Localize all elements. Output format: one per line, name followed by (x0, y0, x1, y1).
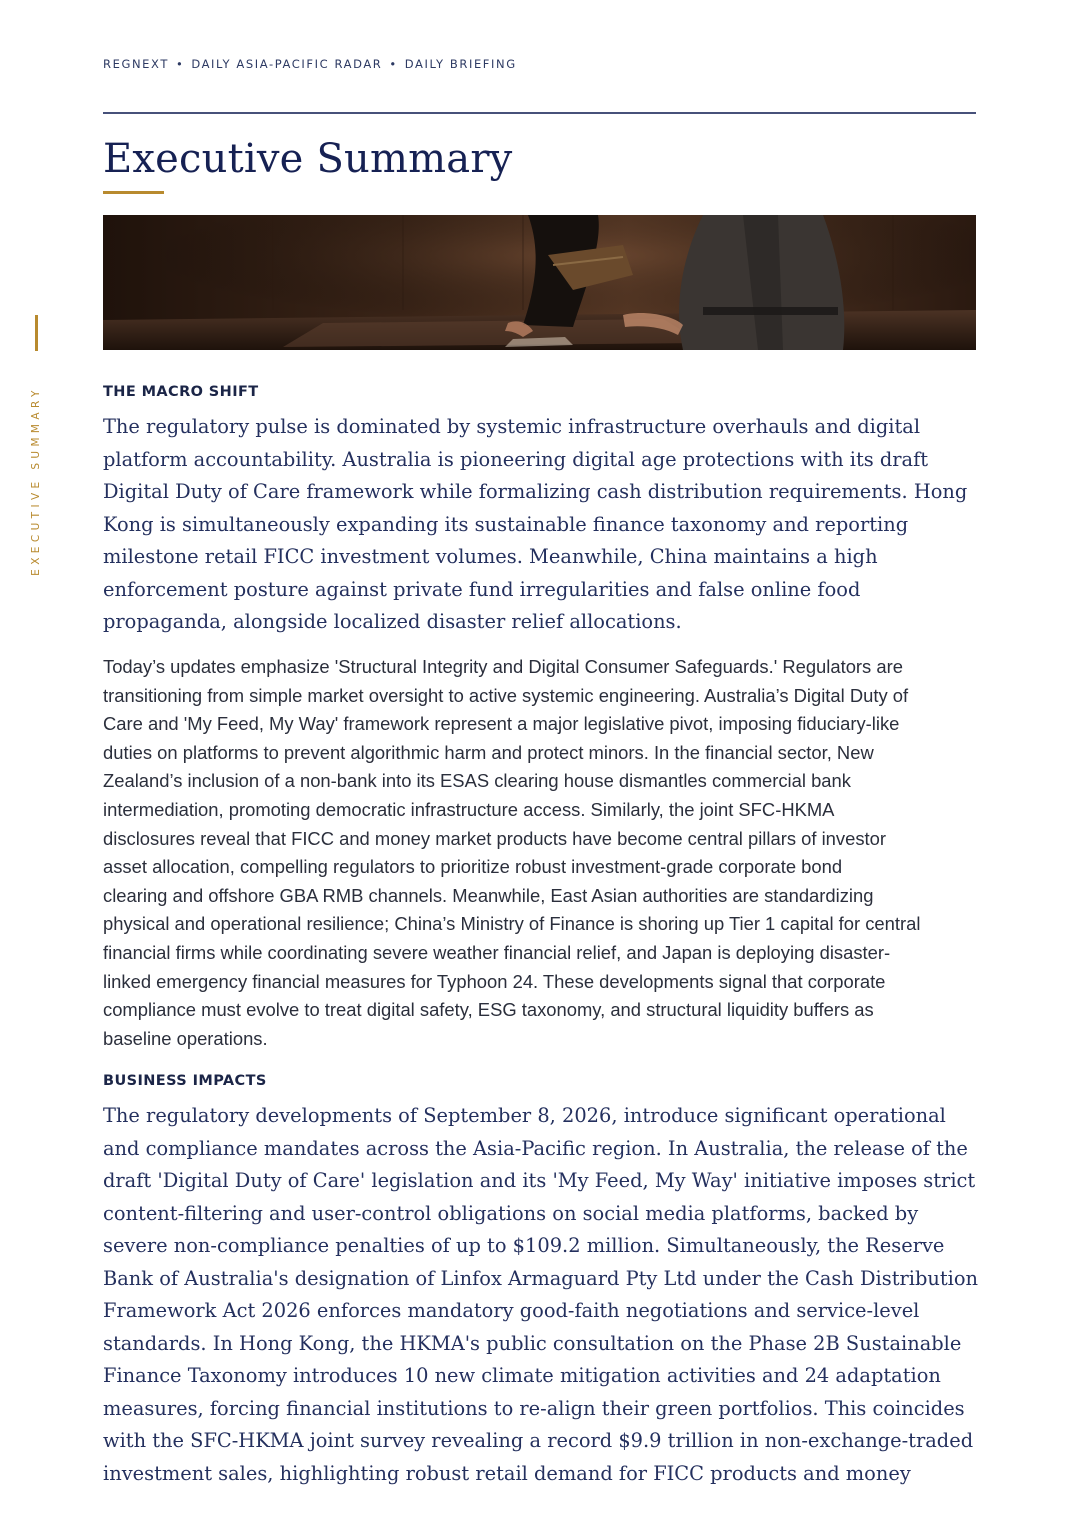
lead-line: Kong is simultaneously expanding its sustainable finance taxonomy and reporting (103, 512, 909, 536)
section-heading-business-impacts: BUSINESS IMPACTS (103, 1073, 267, 1089)
body-line: Care and 'My Feed, My Way' framework represent a major legislative pivot, imposing fiduciary-like (103, 713, 900, 735)
hero-image (103, 215, 976, 350)
lead-line: severe non-compliance penalties of up to $109.2 million. Simultaneously, the Reserve (103, 1234, 945, 1257)
lead-line: and compliance mandates across the Asia-Pacific region. In Australia, the release of the (103, 1136, 968, 1160)
side-accent-bar (35, 315, 38, 351)
breadcrumb-section: DAILY ASIA-PACIFIC RADAR (191, 57, 383, 71)
header-divider (103, 112, 976, 114)
section-heading-macro-shift: THE MACRO SHIFT (103, 384, 259, 400)
macro-shift-body-paragraph (103, 653, 983, 1053)
breadcrumb-brand: REGNEXT (103, 57, 169, 71)
lead-line: milestone retail FICC investment volumes. Meanwhile, China maintains a high (103, 545, 878, 568)
lead-line: Framework Act 2026 enforces mandatory good-faith negotiations and service-level (103, 1299, 920, 1322)
side-section-label: EXECUTIVE SUMMARY (30, 386, 42, 576)
page-title: Executive Summary (103, 136, 513, 182)
business-impacts-lead-paragraph (103, 1100, 983, 1490)
lead-line: standards. In Hong Kong, the HKMA's public consultation on the Phase 2B Sustainable (103, 1331, 962, 1355)
body-line: financial firms while coordinating severe weather financial relief, and Japan is deploying disaster- (103, 941, 891, 963)
lead-line: enforcement posture against private fund irregularities and false online food (103, 577, 861, 601)
lead-line: content-filtering and user-control obligations on social media platforms, backed by (103, 1201, 919, 1225)
body-line: intermediation, promoting democratic infrastructure access. Similarly, the joint SFC-HKMA (103, 798, 835, 820)
lead-line: Finance Taxonomy introduces 10 new climate mitigation activities and 24 adaptation (103, 1364, 941, 1387)
title-accent-bar (103, 191, 164, 194)
lead-line: platform accountability. Australia is pioneering digital age protections with its draft (103, 447, 929, 471)
body-line: clearing and offshore GBA RMB channels. Meanwhile, East Asian authorities are standardizing (103, 884, 874, 906)
body-line: compliance must evolve to treat digital safety, ESG taxonomy, and structural liquidity buffers as (103, 999, 874, 1021)
hero-photo-illustration (103, 215, 976, 350)
body-line: duties on platforms to prevent algorithmic harm and protect minors. In the financial sector, New (103, 741, 874, 763)
breadcrumb (103, 57, 517, 71)
macro-shift-lead-paragraph (103, 411, 983, 639)
breadcrumb-separator: • (175, 57, 185, 71)
lead-line: draft 'Digital Duty of Care' legislation and its 'My Feed, My Way' initiative imposes strict (103, 1169, 976, 1192)
breadcrumb-separator: • (389, 57, 398, 71)
body-line: Zealand’s inclusion of a non-bank into its ESAS clearing house dismantles commercial bank (103, 770, 851, 792)
body-line: disclosures reveal that FICC and money market products have become central pillars of investor (103, 827, 886, 849)
body-line: linked emergency financial measures for Typhoon 24. These developments signal that corporate (103, 970, 886, 992)
lead-line: with the SFC-HKMA joint survey revealing a record $9.9 trillion in non-exchange-traded (103, 1429, 974, 1452)
body-line: transitioning from simple market oversight to active systemic engineering. Australia’s Digital Duty of (103, 684, 909, 706)
lead-line: Bank of Australia's designation of Linfox Armaguard Pty Ltd under the Cash Distribution (103, 1266, 979, 1290)
lead-line: The regulatory developments of September 8, 2026, introduce significant operational (103, 1104, 946, 1127)
body-line: asset allocation, compelling regulators to prioritize robust investment-grade corporate bond (103, 856, 843, 878)
body-line: baseline operations. (103, 1027, 268, 1049)
lead-line: The regulatory pulse is dominated by systemic infrastructure overhauls and digital (103, 415, 921, 438)
lead-line: measures, forcing financial institutions to re-align their green portfolios. This coincides (103, 1396, 965, 1420)
body-line: physical and operational resilience; China’s Ministry of Finance is shoring up Tier 1 capital for central (103, 913, 921, 935)
lead-line: investment sales, highlighting robust retail demand for FICC products and money (103, 1461, 911, 1485)
lead-line: propaganda, alongside localized disaster relief allocations. (103, 610, 682, 633)
body-line: Today’s updates emphasize 'Structural Integrity and Digital Consumer Safeguards.' Regulators are (103, 656, 903, 677)
lead-line: Digital Duty of Care framework while formalizing cash distribution requirements. Hong (103, 480, 968, 503)
breadcrumb-type: DAILY BRIEFING (404, 57, 517, 71)
